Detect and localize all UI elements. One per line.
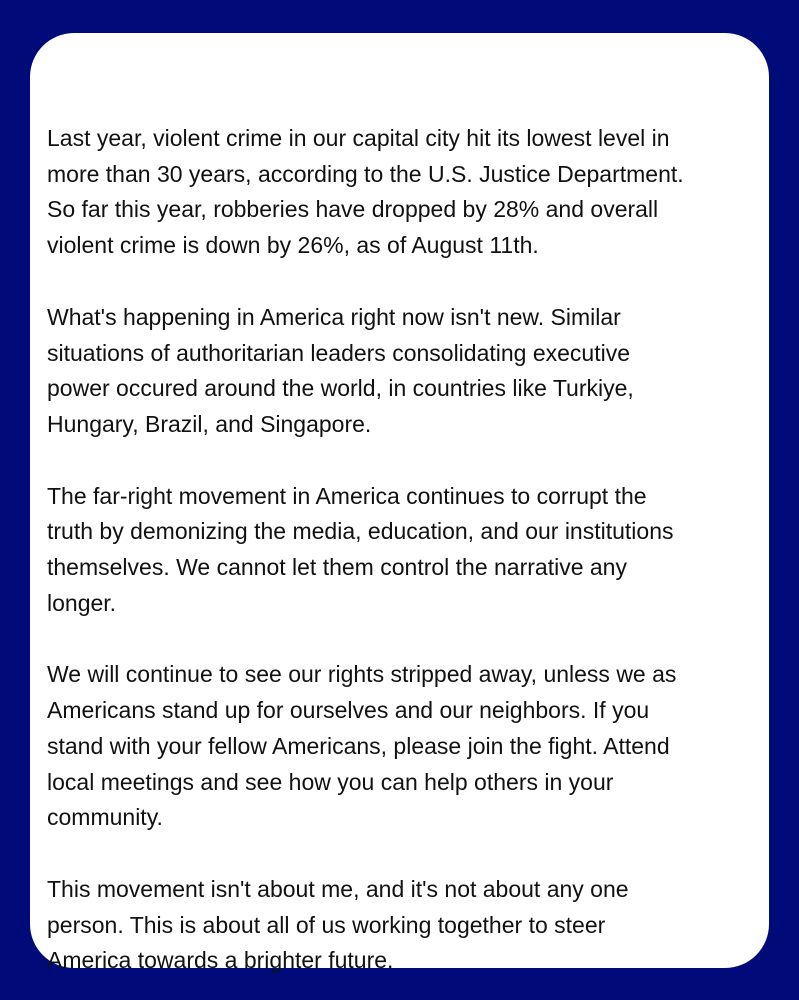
text-line: person. This is about all of us working together to steer	[47, 911, 606, 938]
text-line: Hungary, Brazil, and Singapore.	[47, 410, 372, 437]
text-line: community.	[47, 804, 163, 831]
text-line: What's happening in America right now isn't new. Similar	[47, 303, 621, 330]
text-line: We will continue to see our rights stripped away, unless we as	[47, 661, 677, 688]
text-line: The far-right movement in America continues to corrupt the	[47, 482, 647, 509]
text-line: stand with your fellow Americans, please join the fight. Attend	[47, 732, 670, 759]
paragraph-authoritarian-history	[47, 300, 753, 443]
message-card	[30, 33, 769, 974]
paragraph-far-right-movement	[47, 479, 753, 622]
text-line: situations of authoritarian leaders consolidating executive	[47, 339, 631, 366]
text-line: Americans stand up for ourselves and our neighbors. If you	[47, 697, 650, 724]
paragraph-crime-statistics	[47, 121, 753, 264]
text-line: more than 30 years, according to the U.S. Justice Department.	[47, 160, 684, 187]
paragraph-closing	[47, 872, 753, 979]
text-line: America towards a brighter future.	[47, 947, 394, 974]
text-line: Last year, violent crime in our capital city hit its lowest level in	[47, 125, 670, 151]
text-line: power occured around the world, in countries like Turkiye,	[47, 375, 634, 402]
text-line: themselves. We cannot let them control the narrative any	[47, 554, 627, 581]
text-line: truth by demonizing the media, education, and our institutions	[47, 518, 674, 545]
text-line: This movement isn't about me, and it's not about any one	[47, 875, 629, 902]
text-line: violent crime is down by 26%, as of August 11th.	[47, 232, 539, 259]
text-line: So far this year, robberies have dropped by 28% and overall	[47, 196, 659, 223]
paragraph-call-to-action	[47, 657, 753, 836]
text-line: local meetings and see how you can help others in your	[47, 768, 614, 795]
text-line: longer.	[47, 589, 117, 616]
